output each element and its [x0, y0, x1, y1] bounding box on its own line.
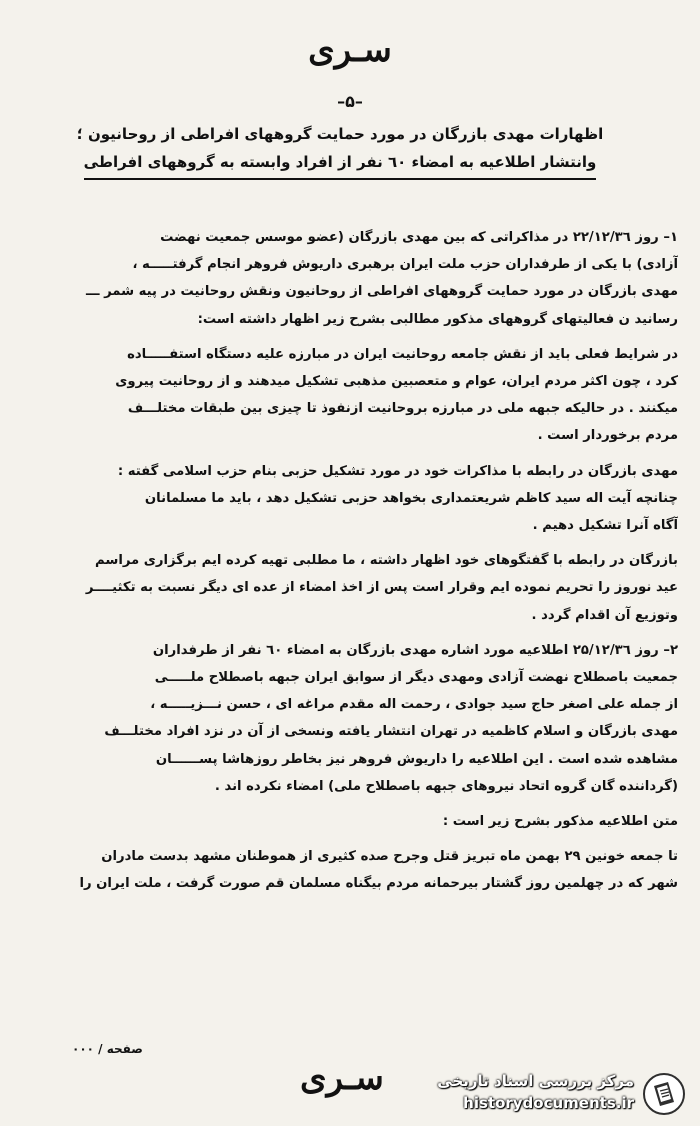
text-line: عید نوروز را تحریم نموده ایم وقرار است پس از اخذ امضاء از عده ای دیگر نسبت به تکثیــــر [85, 580, 678, 596]
document-folder-icon [642, 1072, 686, 1116]
text-line: در شرایط فعلی باید از نقش جامعه روحانیت ایران در مبارزه علیه دستگاه استفـــــاده [127, 346, 678, 362]
text-line: میکنند . در حالیکه جبهه ملی در مبارزه بروحانیت ازنفوذ تا چیزی بین طبقات مختلـــف [127, 401, 678, 417]
heading-line-2: وانتشار اطلاعیه به امضاء ٦۰ نفر از افراد وابسته به گروههای افراطی [84, 148, 597, 180]
classification-stamp-top: سـری [308, 30, 392, 70]
watermark [386, 1068, 686, 1120]
heading-line-1: اظهارات مهدی بازرگان در مورد حمایت گروههای افراطی از روحانیون ؛ [76, 125, 604, 143]
text-line: کرد ، چون اکثر مردم ایران، عوام و متعصبین مذهبی تشکیل میدهند و از روحانیت پیروی [115, 374, 678, 390]
continuation-mark: صفحه / ۰۰۰ [72, 1042, 143, 1056]
text-line: مهدی بازرگان و اسلام کاظمیه در تهران انتشار یافته ونسخی از آن در نزد افراد مختلـــف [104, 724, 678, 740]
text-line: متن اطلاعیه مذکور بشرح زیر است : [442, 814, 678, 830]
text-line: وتوزیع آن اقدام گردد . [531, 607, 678, 623]
paragraph [18, 808, 678, 835]
page-number: –۵– [337, 92, 363, 111]
paragraph [18, 458, 678, 540]
paragraph [18, 547, 678, 629]
watermark-persian-text: مرکز بررسی اسناد تاریخی [437, 1072, 634, 1090]
classification-stamp-bottom: سـری [300, 1058, 384, 1098]
paragraph [18, 843, 678, 897]
text-line: چنانچه آیت اله سید کاظم شریعتمداری بخواهد حزبی تشکیل دهد ، باید ما مسلمانان [144, 490, 678, 506]
text-line: مهدی بازرگان در مورد حمایت گروههای افراطی از روحانیون ونقش روحانیت در پیه شمر ـــ [85, 284, 678, 300]
text-line: بازرگان در رابطه با گفتگوهای خود اظهار داشته ، ما مطلبی تهیه کرده ایم برگزاری مراسم [95, 553, 678, 569]
text-line: ۲– روز ۲۵/۱۲/۳٦ اطلاعیه مورد اشاره مهدی بازرگان به امضاء ٦۰ نفر از طرفداران [152, 642, 678, 658]
paragraph [18, 341, 678, 450]
document-body [18, 224, 678, 906]
text-line: جمعیت باصطلاح نهضت آزادی ومهدی دیگر از سوابق ایران جبهه باصطلاح ملـــــی [154, 670, 678, 686]
text-line: مردم برخوردار است . [537, 428, 678, 444]
paragraph [18, 224, 678, 333]
text-line: مشاهده شده است . این اطلاعیه را داریوش فروهر نیز بخاطر روزهاشا پســــــان [155, 751, 678, 767]
text-line: مهدی بازرگان در رابطه با مذاکرات خود در مورد تشکیل حزبی بنام حزب اسلامی گفته : [117, 463, 678, 479]
text-line: آگاه آنرا تشکیل دهیم . [532, 518, 678, 534]
text-line: تا جمعه خونین ۲۹ بهمن ماه تبریز قتل وجرح صده کثیری از هموطنان مشهد بدست مادران [101, 849, 678, 865]
watermark-domain: historydocuments.ir [463, 1094, 634, 1112]
document-heading [20, 120, 660, 180]
paragraph [18, 637, 678, 800]
text-line: (گرداننده گان گروه اتحاد نیروهای جبهه باصطلاح ملی) امضاء نکرده اند . [214, 778, 678, 794]
text-line: از جمله علی اصغر حاج سید جوادی ، رحمت اله مقدم مراغه ای ، حسن نـــزیـــــه ، [150, 697, 678, 713]
text-line: ۱– روز ۲۲/۱۲/۳٦ در مذاکراتی که بین مهدی بازرگان (عضو موسس جمعیت نهضت [160, 230, 678, 245]
text-line: آزادی) با یکی از طرفداران حزب ملت ایران برهبری داریوش فروهر انجام گرفتـــــه ، [132, 257, 678, 273]
text-line: رسانید ن فعالیتهای گروههای مذکور مطالبی بشرح زیر اظهار داشته است: [197, 311, 678, 327]
text-line: شهر که در چهلمین روز گشتار بیرحمانه مردم بیگناه مسلمان قم صورت گرفت ، ملت ایران را [79, 876, 678, 892]
